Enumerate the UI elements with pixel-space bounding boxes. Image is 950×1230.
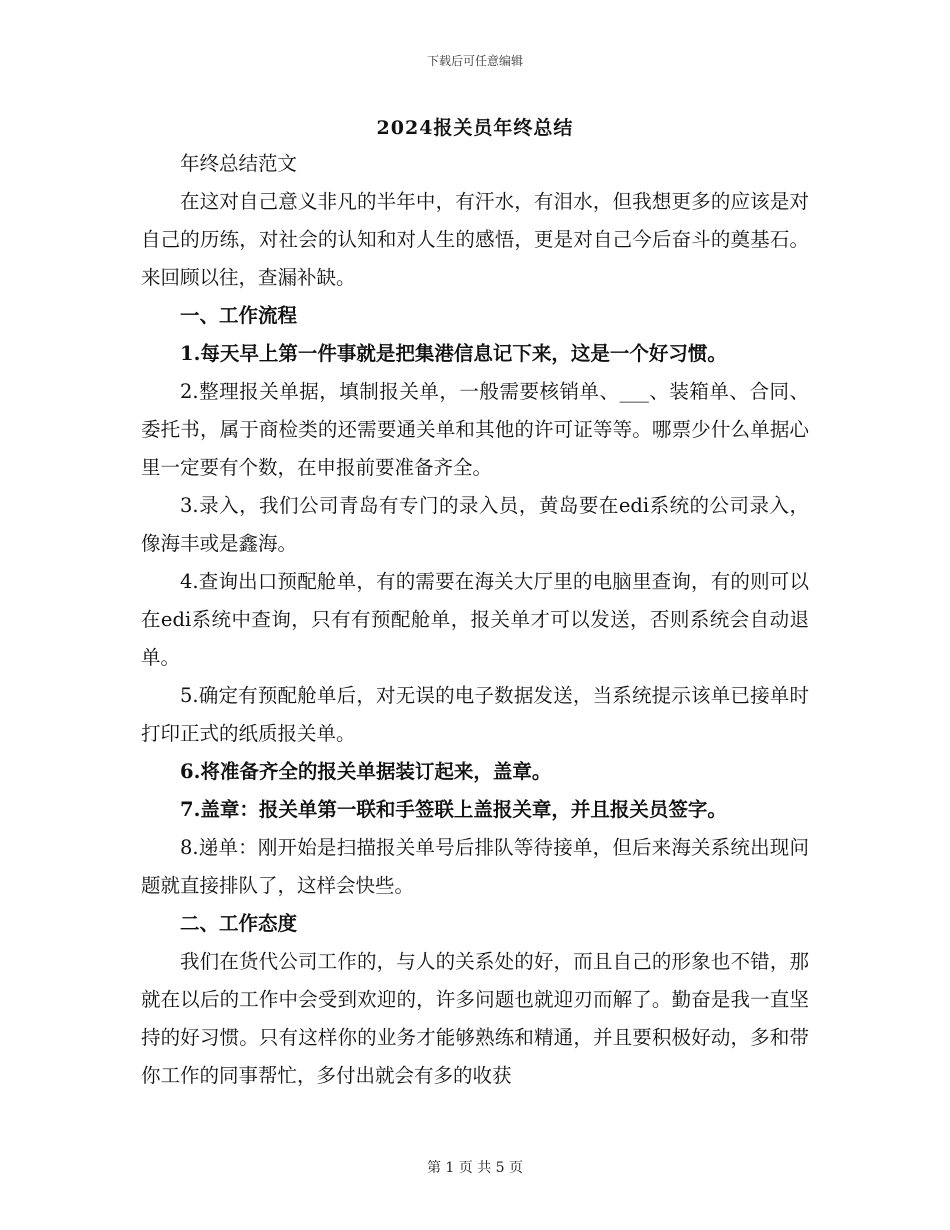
- paragraph: 3.录入，我们公司青岛有专门的录入员，黄岛要在edi系统的公司录入，像海丰或是鑫海。: [141, 494, 809, 555]
- document-title: 2024报关员年终总结: [376, 117, 574, 139]
- paragraph: 7.盖章：报关单第一联和手签联上盖报关章，并且报关员签字。: [180, 798, 727, 821]
- paragraph: 在这对自己意义非凡的半年中，有汗水，有泪水，但我想更多的应该是对自己的历练，对社会的认知和对人生的感悟，更是对自己今后奋斗的奠基石。来回顾以往，查漏补缺。: [141, 190, 809, 289]
- paragraph: 6.将准备齐全的报关单据装订起来，盖章。: [180, 760, 552, 783]
- paragraph: 1.每天早上第一件事就是把集港信息记下来，这是一个好习惯。: [180, 342, 727, 365]
- paragraph: 4.查询出口预配舱单，有的需要在海关大厅里的电脑里查询，有的则可以在edi系统中查询，只有有预配舱单，报关单才可以发送，否则系统会自动退单。: [141, 570, 809, 669]
- page-header-note: 下载后可任意编辑: [426, 54, 523, 68]
- paragraph: 2.整理报关单据，填制报关单，一般需要核销单、___、装箱单、合同、委托书，属于商检类的还需要通关单和其他的许可证等等。哪票少什么单据心里一定要有个数，在申报前要准备齐全。: [141, 380, 809, 479]
- document-body: [141, 145, 809, 1095]
- paragraph: 年终总结范文: [180, 152, 298, 175]
- paragraph: 我们在货代公司工作的，与人的关系处的好，而且自己的形象也不错，那就在以后的工作中会受到欢迎的，许多问题也就迎刃而解了。勤奋是我一直坚持的好习惯。只有这样你的业务才能够熟练和精通，并且要积极好动，多和带你工作的同事帮忙，多付出就会有多的收获: [141, 950, 809, 1087]
- section-heading: 二、工作态度: [180, 912, 298, 935]
- section-heading: 一、工作流程: [180, 304, 298, 327]
- paragraph: 5.确定有预配舱单后，对无误的电子数据发送，当系统提示该单已接单时打印正式的纸质报关单。: [141, 684, 809, 745]
- paragraph: 8.递单：刚开始是扫描报关单号后排队等待接单，但后来海关系统出现问题就直接排队了，这样会快些。: [141, 836, 809, 897]
- page-number: 第 1 页 共 5 页: [426, 1160, 524, 1176]
